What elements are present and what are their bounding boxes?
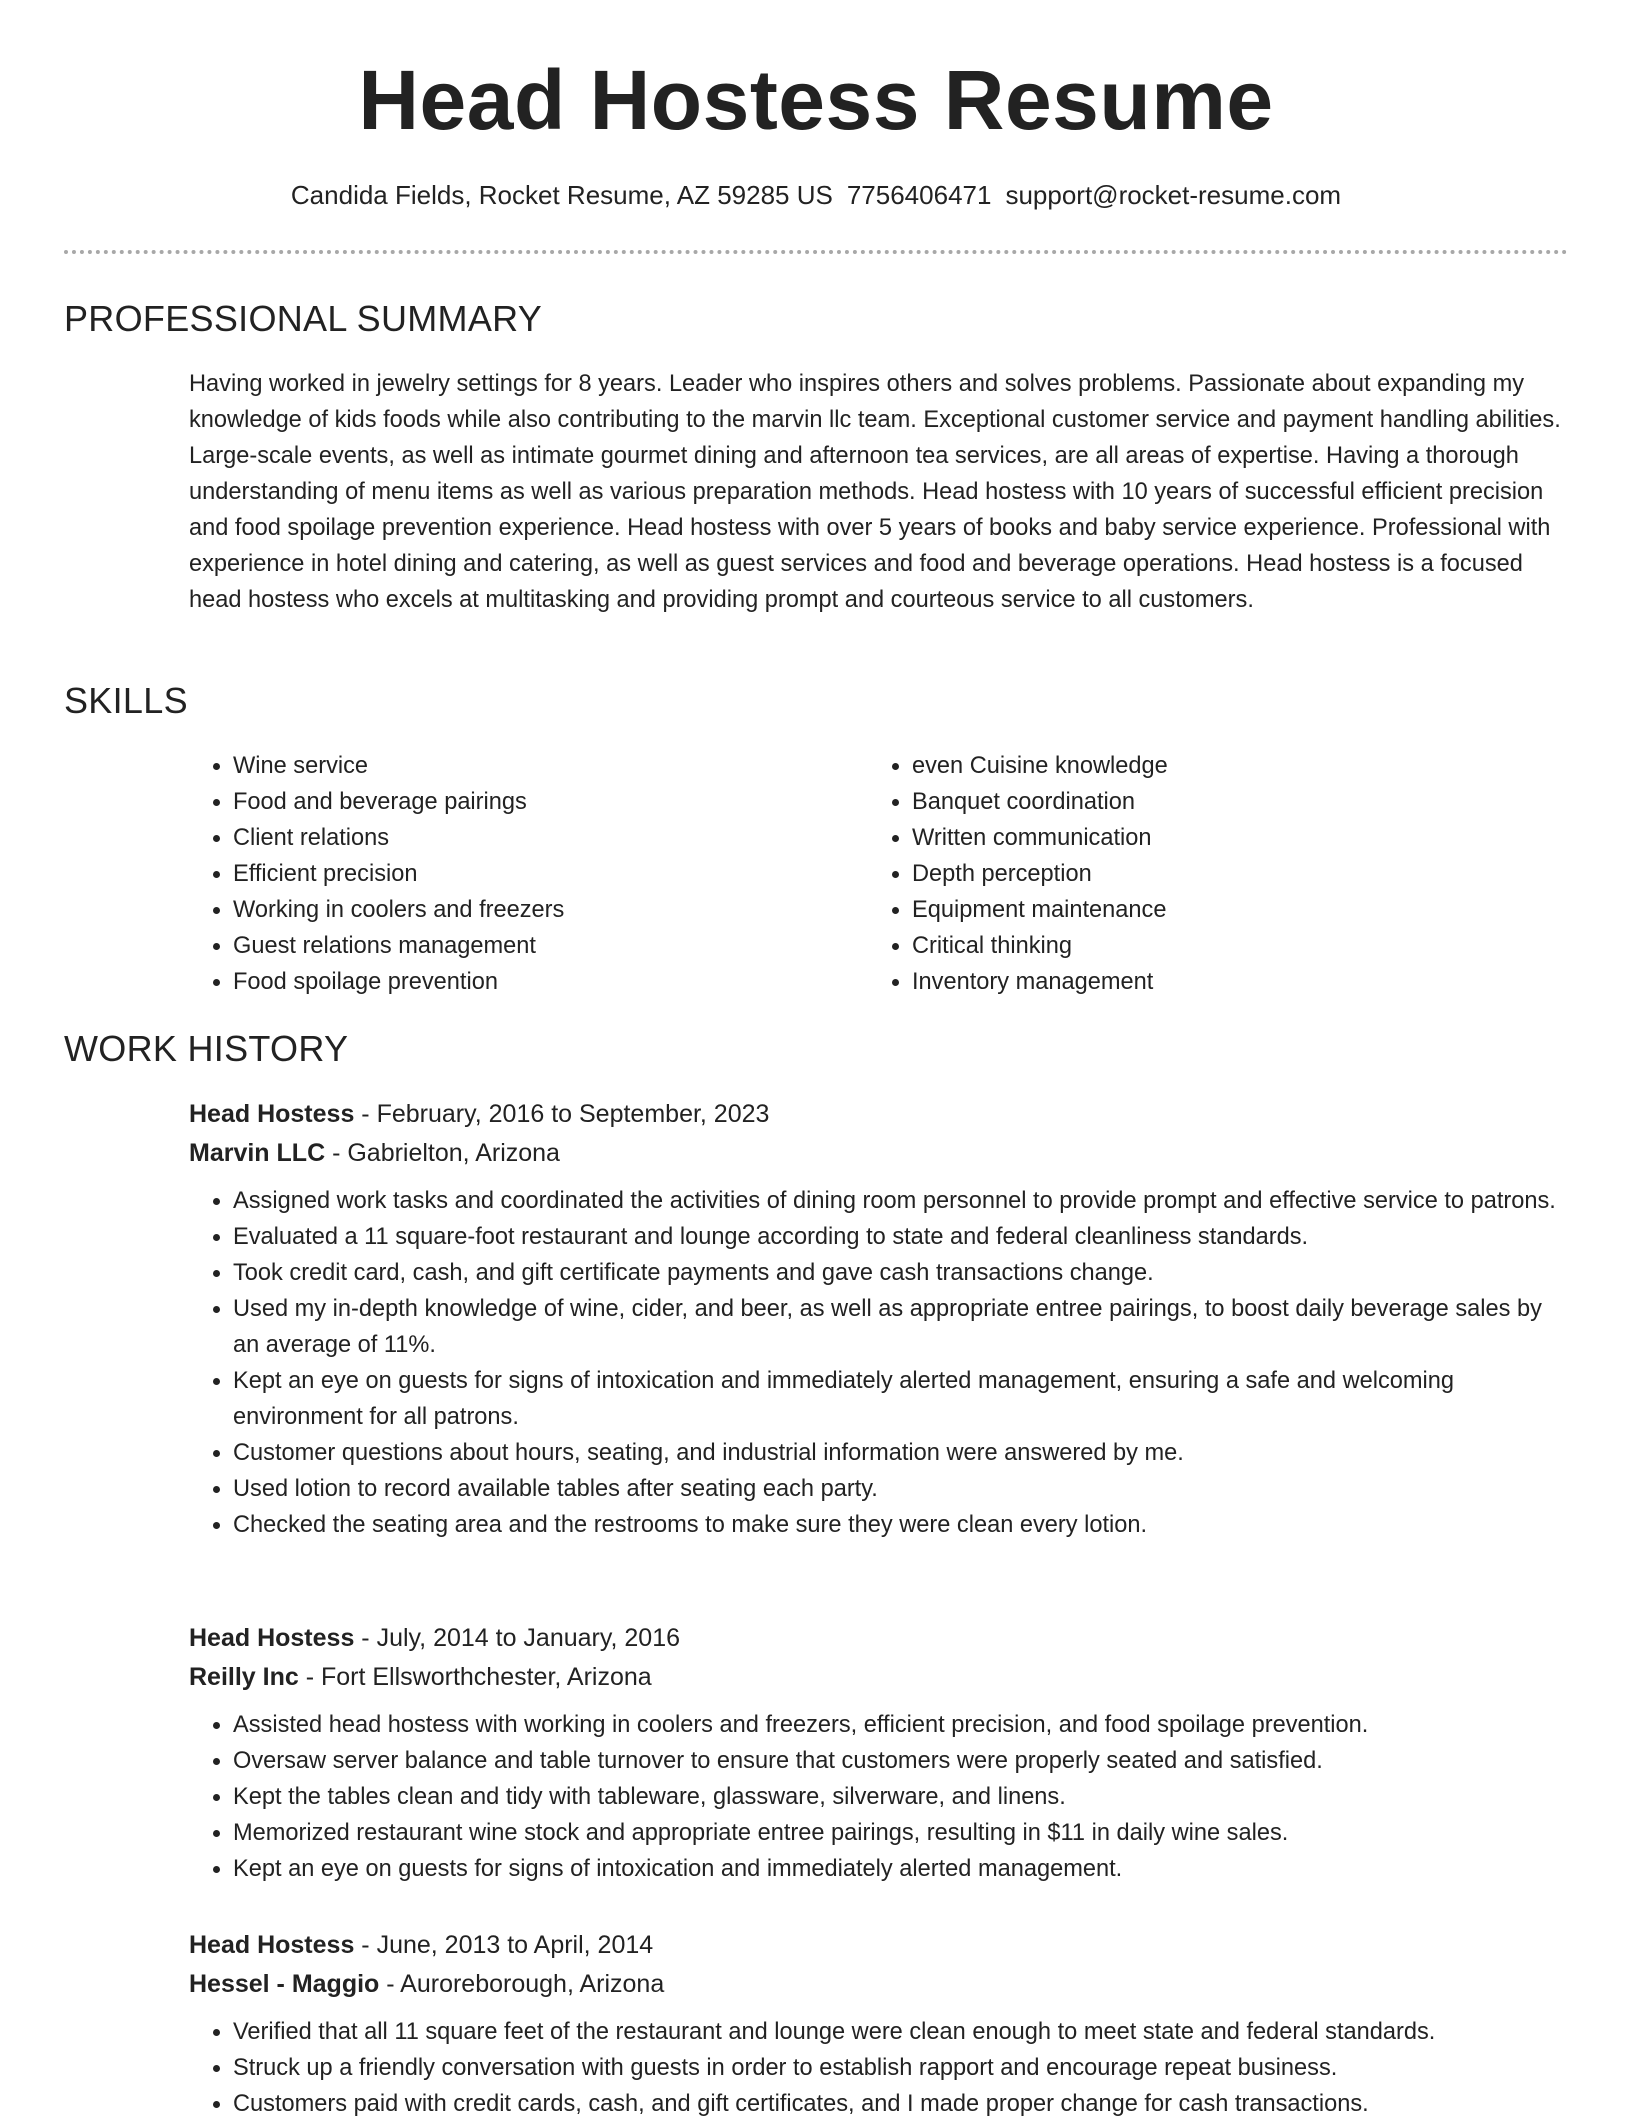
job-duty: • Kept an eye on guests for signs of intoxication and immediately alerted management, ensuring a safe and welcoming environment for all patrons. <box>233 1363 1569 1435</box>
skill-item: • Guest relations management <box>233 928 868 964</box>
job-duty: • Customers paid with credit cards, cash, and gift certificates, and I made proper change for cash transactions. <box>233 2086 1569 2122</box>
work-history-heading: WORK HISTORY <box>64 1028 349 1069</box>
summary-text: Having worked in jewelry settings for 8 years. Leader who inspires others and solves problems. Passionate about expanding my knowledge of kids foods while also contributing to the marvin llc team. Exceptional customer service and payment handling abilities. Large-scale events, as well as intimate gourmet dining and afternoon tea services, are all areas of expertise. Having a thorough understanding of menu items as well as various preparation methods. Head hostess with 10 years of successful efficient precision and food spoilage prevention experience. Head hostess with over 5 years of books and baby service experience. Professional with experience in hotel dining and catering, as well as guest services and food and beverage operations. Head hostess is a focused head hostess who excels at multitasking and providing prompt and courteous service to all customers. <box>189 371 1561 613</box>
job-location: - Auroreborough, Arizona <box>379 1970 665 1998</box>
job-company: Hessel - Maggio <box>189 1970 380 1998</box>
contact-email[interactable]: support@rocket-resume.com <box>1005 180 1342 210</box>
job-duty: • Kept an eye on guests for signs of intoxication and immediately alerted management. <box>233 1851 1569 1887</box>
contact-phone: 7756406471 <box>846 180 992 210</box>
skill-item: • Food and beverage pairings <box>233 784 868 820</box>
job-duty: • Assigned work tasks and coordinated the activities of dining room personnel to provide prompt and effective service to patrons. <box>233 1183 1569 1219</box>
job-duty: • Struck up a friendly conversation with guests in order to establish rapport and encourage repeat business. <box>233 2050 1569 2086</box>
skill-item: • even Cuisine knowledge <box>912 748 1547 784</box>
skill-item: • Equipment maintenance <box>912 892 1547 928</box>
skills-column-right <box>868 748 1547 1000</box>
job-duty: • Checked the seating area and the restrooms to make sure they were clean every lotion. <box>233 1507 1569 1543</box>
job-duties <box>189 2014 1569 2122</box>
job-duty: • Used my in-depth knowledge of wine, cider, and beer, as well as appropriate entree pairings, to boost daily beverage sales by an average of 11%. <box>233 1291 1569 1363</box>
job-duties <box>189 1183 1569 1543</box>
job-title-line <box>189 1095 1569 1134</box>
job-duty: • Customer questions about hours, seating, and industrial information were answered by me. <box>233 1435 1569 1471</box>
job-duty: • Used lotion to record available tables after seating each party. <box>233 1471 1569 1507</box>
job-title-line <box>189 1926 1569 1965</box>
job-duty: • Evaluated a 11 square-foot restaurant and lounge according to state and federal cleanliness standards. <box>233 1219 1569 1255</box>
job-location: - Fort Ellsworthchester, Arizona <box>298 1663 652 1691</box>
job-duty: • Took credit card, cash, and gift certificate payments and gave cash transactions change. <box>233 1255 1569 1291</box>
job-entry <box>189 1619 1569 1887</box>
skill-item: • Critical thinking <box>912 928 1547 964</box>
skill-item: • Food spoilage prevention <box>233 964 868 1000</box>
skill-item: • Inventory management <box>912 964 1547 1000</box>
job-company-line <box>189 1134 1569 1173</box>
page-title: Head Hostess Resume <box>358 53 1274 147</box>
job-entry <box>189 1926 1569 2122</box>
job-company-line <box>189 1965 1569 2004</box>
skill-item: • Banquet coordination <box>912 784 1547 820</box>
job-title: Head Hostess <box>189 1624 355 1652</box>
job-dates: - July, 2014 to January, 2016 <box>354 1624 681 1652</box>
job-duty: • Kept the tables clean and tidy with tableware, glassware, silverware, and linens. <box>233 1779 1569 1815</box>
contact-address: Candida Fields, Rocket Resume, AZ 59285 US <box>290 180 833 210</box>
job-dates: - February, 2016 to September, 2023 <box>354 1100 770 1128</box>
job-duties <box>189 1707 1569 1887</box>
skill-item: • Written communication <box>912 820 1547 856</box>
job-duty: • Verified that all 11 square feet of the restaurant and lounge were clean enough to meet state and federal standards. <box>233 2014 1569 2050</box>
job-duty: • Assisted head hostess with working in coolers and freezers, efficient precision, and food spoilage prevention. <box>233 1707 1569 1743</box>
skill-item: • Client relations <box>233 820 868 856</box>
job-title-line <box>189 1619 1569 1658</box>
job-company: Marvin LLC <box>189 1139 326 1167</box>
job-company: Reilly Inc <box>189 1663 299 1691</box>
skill-item: • Depth perception <box>912 856 1547 892</box>
skills-column-left <box>189 748 868 1000</box>
skills-list <box>189 748 1567 1000</box>
contact-line <box>0 180 1632 211</box>
summary-heading: PROFESSIONAL SUMMARY <box>64 298 543 339</box>
skill-item: • Efficient precision <box>233 856 868 892</box>
job-company-line <box>189 1658 1569 1697</box>
job-duty: • Oversaw server balance and table turnover to ensure that customers were properly seated and satisfied. <box>233 1743 1569 1779</box>
job-title: Head Hostess <box>189 1100 355 1128</box>
job-entry <box>189 1095 1569 1543</box>
skill-item: • Working in coolers and freezers <box>233 892 868 928</box>
job-dates: - June, 2013 to April, 2014 <box>354 1931 654 1959</box>
skills-heading: SKILLS <box>64 680 188 721</box>
skill-item: • Wine service <box>233 748 868 784</box>
job-title: Head Hostess <box>189 1931 355 1959</box>
header-divider <box>64 250 1568 254</box>
job-location: - Gabrielton, Arizona <box>325 1139 560 1167</box>
job-duty: • Memorized restaurant wine stock and appropriate entree pairings, resulting in $11 in daily wine sales. <box>233 1815 1569 1851</box>
